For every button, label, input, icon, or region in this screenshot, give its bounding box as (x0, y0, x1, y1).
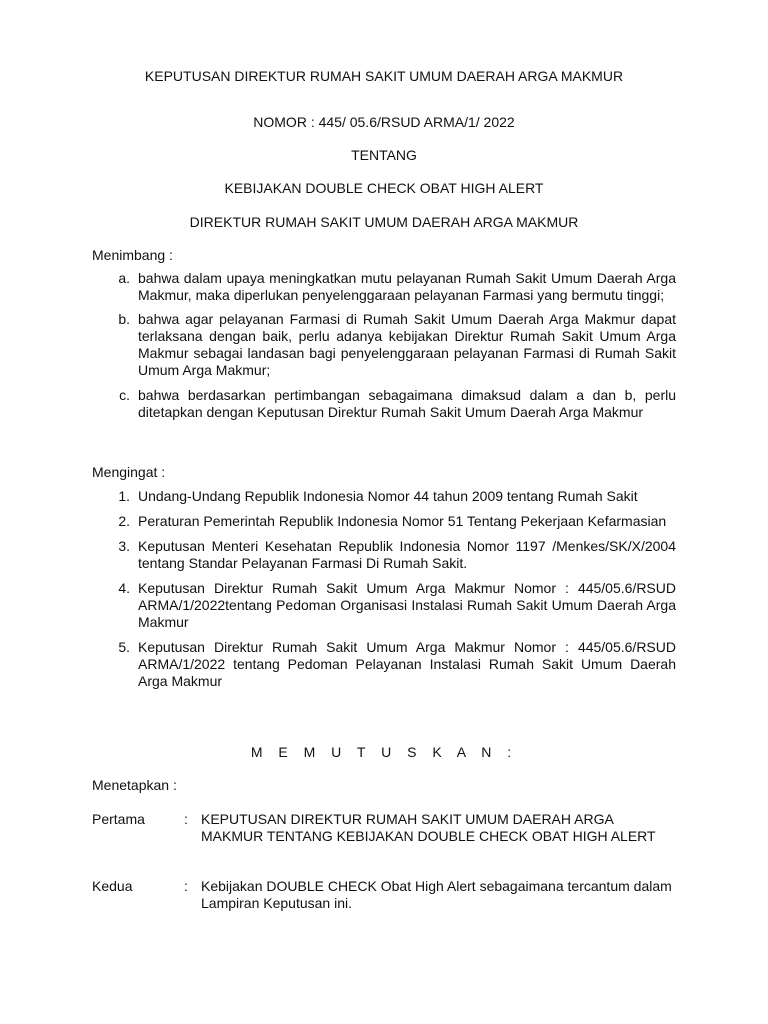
decision-label: Pertama (92, 811, 145, 827)
document-number: NOMOR : 445/ 05.6/RSUD ARMA/1/ 2022 (253, 114, 515, 130)
decision-label: Kedua (92, 878, 133, 894)
decision-colon: : (184, 811, 188, 827)
list-item-text: Keputusan Direktur Rumah Sakit Umum Arga Makmur Nomor : 445/05.6/RSUD ARMA/1/2022tentang Pedoman Organisasi Instalasi Rumah Sakit Umum Daerah Arga Makmur (138, 580, 676, 630)
list-item (92, 311, 676, 379)
list-marker: 3. (118, 538, 130, 554)
menimbang-label: Menimbang : (92, 247, 173, 263)
list-item-text: Keputusan Menteri Kesehatan Republik Indonesia Nomor 1197 /Menkes/SK/X/2004 tentang Standar Pelayanan Farmasi Di Rumah Sakit. (138, 538, 676, 571)
list-item (92, 580, 676, 631)
list-item (92, 538, 676, 572)
list-marker: 2. (118, 513, 130, 529)
list-item-text: bahwa berdasarkan pertimbangan sebagaimana dimaksud dalam a dan b, perlu ditetapkan dengan Keputusan Direktur Rumah Sakit Umum Daerah Arga Makmur (138, 387, 676, 420)
list-marker: 1. (118, 488, 130, 504)
document-subject: KEBIJAKAN DOUBLE CHECK OBAT HIGH ALERT (224, 180, 544, 196)
list-item (92, 270, 676, 304)
list-item-text: Peraturan Pemerintah Republik Indonesia Nomor 51 Tentang Pekerjaan Kefarmasian (138, 513, 667, 529)
list-item-text: Undang-Undang Republik Indonesia Nomor 44 tahun 2009 tentang Rumah Sakit (138, 488, 638, 504)
decision-value: KEPUTUSAN DIREKTUR RUMAH SAKIT UMUM DAERAH ARGA MAKMUR TENTANG KEBIJAKAN DOUBLE CHECK OBAT HIGH ALERT (201, 811, 656, 844)
document-title: KEPUTUSAN DIREKTUR RUMAH SAKIT UMUM DAERAH ARGA MAKMUR (144, 68, 624, 84)
decision-row-pertama (92, 811, 682, 863)
tentang-heading: TENTANG (351, 147, 417, 163)
list-marker: 4. (118, 580, 130, 596)
list-item (92, 639, 676, 690)
list-item-text: bahwa dalam upaya meningkatkan mutu pelayanan Rumah Sakit Umum Daerah Arga Makmur, maka diperlukan penyelenggaraan pelayanan Farmasi yang bermutu tinggi; (138, 270, 676, 303)
list-marker: c. (119, 387, 130, 403)
mengingat-list (92, 488, 676, 690)
decision-value: Kebijakan DOUBLE CHECK Obat High Alert sebagaimana tercantum dalam Lampiran Keputusan ini. (201, 878, 672, 911)
list-marker: b. (118, 311, 130, 327)
list-item (92, 513, 676, 530)
list-item (92, 387, 676, 421)
memutuskan-heading: M E M U T U S K A N : (250, 744, 518, 760)
list-item-text: bahwa agar pelayanan Farmasi di Rumah Sakit Umum Daerah Arga Makmur dapat terlaksana dengan baik, perlu adanya kebijakan Direktur Rumah Sakit Umum Arga Makmur sebagai landasan bagi penyelenggaraan pelayanan Farmasi di Rumah Sakit Umum Arga Makmur; (138, 311, 676, 378)
decision-colon: : (184, 878, 188, 894)
list-item (92, 488, 676, 505)
list-marker: a. (118, 270, 130, 286)
issuer-heading: DIREKTUR RUMAH SAKIT UMUM DAERAH ARGA MAKMUR (189, 214, 579, 230)
list-item-text: Keputusan Direktur Rumah Sakit Umum Arga Makmur Nomor : 445/05.6/RSUD ARMA/1/2022 tentang Pedoman Pelayanan Instalasi Rumah Sakit Umum Daerah Arga Makmur (138, 639, 676, 689)
menetapkan-label: Menetapkan : (92, 777, 177, 793)
mengingat-label: Mengingat : (92, 464, 166, 480)
menimbang-list (92, 270, 676, 421)
list-marker: 5. (118, 639, 130, 655)
decision-row-kedua (92, 878, 682, 912)
